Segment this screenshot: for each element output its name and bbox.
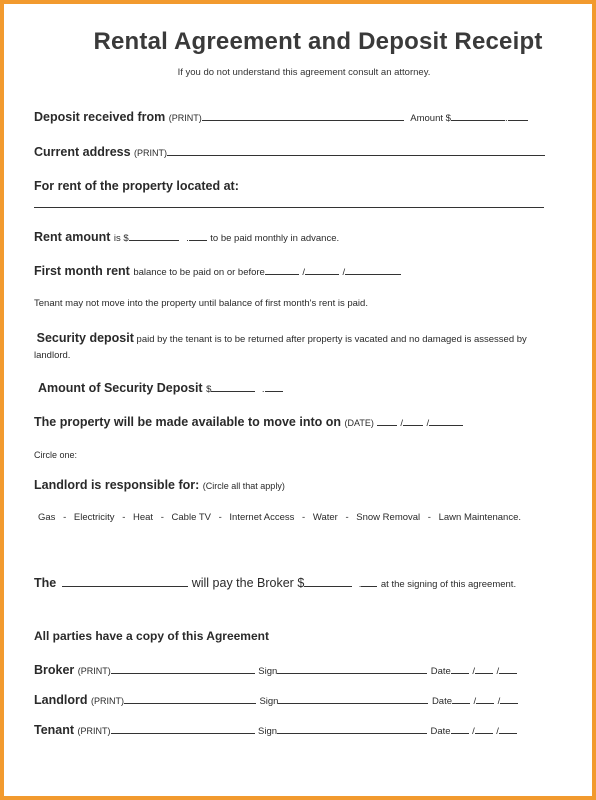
- property-location-row: [34, 179, 239, 193]
- landlord-date-mm-field[interactable]: [452, 693, 470, 704]
- utility-option[interactable]: Gas: [38, 512, 56, 523]
- signature-print-hint: (PRINT): [77, 726, 111, 736]
- first-month-label: First month rent: [34, 264, 130, 278]
- signature-role: Tenant: [34, 723, 75, 737]
- date-label: Date: [431, 696, 453, 707]
- date-slash: /: [496, 726, 499, 737]
- security-amount-label: Amount of Security Deposit: [38, 381, 203, 395]
- date-slash: /: [400, 418, 403, 429]
- date-slash: /: [497, 696, 501, 707]
- utility-option[interactable]: Lawn Maintenance.: [438, 512, 521, 523]
- availability-label: The property will be made available to move into on: [34, 415, 342, 429]
- signature-row-landlord: [34, 693, 518, 707]
- broker-fee-row: [34, 576, 516, 590]
- signature-row-tenant: [34, 723, 517, 737]
- signature-row-broker: [34, 663, 517, 677]
- broker-fee-separator: .: [358, 579, 362, 590]
- amount-separator: .: [504, 113, 508, 124]
- broker-fee-dollars-field[interactable]: [304, 576, 352, 587]
- signature-print-hint: (PRINT): [77, 666, 111, 676]
- security-separator: .: [261, 384, 265, 395]
- security-amount-row: [38, 381, 283, 395]
- landlord-responsible-label: Landlord is responsible for:: [34, 478, 200, 492]
- date-label: Date: [430, 726, 451, 737]
- signature-print-hint: (PRINT): [90, 696, 124, 706]
- document-title: Rental Agreement and Deposit Receipt: [93, 28, 543, 55]
- tenant-date-yy-field[interactable]: [499, 723, 517, 734]
- circle-one-label: Circle one:: [34, 450, 78, 460]
- first-month-yyyy-field[interactable]: [345, 264, 401, 275]
- utility-option[interactable]: Heat: [133, 512, 154, 523]
- date-slash: /: [342, 267, 346, 278]
- utility-option[interactable]: Water: [312, 512, 338, 523]
- tenant-name-field[interactable]: [111, 723, 255, 734]
- rent-amount-label: Rent amount: [34, 230, 111, 244]
- landlord-name-field[interactable]: [124, 693, 256, 704]
- move-in-note: Tenant may not move into the property until balance of first month's rent is paid.: [34, 298, 368, 309]
- date-slash: /: [472, 666, 475, 677]
- broker-sign-field[interactable]: [277, 663, 427, 674]
- copies-statement: All parties have a copy of this Agreement: [34, 629, 269, 643]
- signature-role: Landlord: [34, 693, 88, 707]
- tenant-date-dd-field[interactable]: [475, 723, 493, 734]
- utility-separator: -: [122, 512, 126, 523]
- broker-name-field[interactable]: [111, 663, 255, 674]
- deposit-received-row: [34, 110, 528, 124]
- landlord-sign-field[interactable]: [278, 693, 428, 704]
- availability-row: [34, 415, 463, 429]
- rent-dollar-sign: is $: [113, 233, 129, 244]
- broker-fee-the: The: [34, 576, 57, 590]
- deposit-label: Deposit received from: [34, 110, 166, 124]
- utility-option[interactable]: Cable TV: [171, 512, 211, 523]
- utility-separator: -: [160, 512, 164, 523]
- sign-label: Sign: [259, 696, 279, 707]
- amount-cents-field[interactable]: [508, 110, 528, 121]
- broker-fee-cents-field[interactable]: [361, 576, 377, 587]
- deposit-print-hint: (PRINT): [168, 113, 202, 123]
- first-month-text: balance to be paid on or before: [133, 267, 265, 278]
- circle-all-note: (Circle all that apply): [202, 481, 285, 491]
- security-cents-field[interactable]: [265, 381, 283, 392]
- availability-yyyy-field[interactable]: [429, 415, 463, 426]
- utility-option[interactable]: Electricity: [73, 512, 115, 523]
- current-address-row: [34, 145, 545, 159]
- rent-separator: .: [186, 233, 189, 244]
- property-location-label: For rent of the property located at:: [34, 179, 239, 193]
- date-slash: /: [496, 666, 500, 677]
- address-print-hint: (PRINT): [134, 148, 168, 158]
- broker-date-yy-field[interactable]: [499, 663, 517, 674]
- signature-role: Broker: [34, 663, 75, 677]
- landlord-responsible-row: [34, 478, 285, 492]
- rent-dollars-field[interactable]: [129, 230, 179, 241]
- first-month-dd-field[interactable]: [305, 264, 339, 275]
- broker-fee-terms: at the signing of this agreement.: [380, 579, 517, 590]
- first-month-row: [34, 264, 401, 278]
- date-slash: /: [302, 267, 305, 278]
- availability-mm-field[interactable]: [377, 415, 397, 426]
- utility-separator: -: [427, 512, 431, 523]
- current-address-field[interactable]: [167, 145, 545, 156]
- tenant-date-mm-field[interactable]: [451, 723, 469, 734]
- sign-label: Sign: [258, 666, 278, 677]
- utility-separator: -: [63, 512, 67, 523]
- broker-date-mm-field[interactable]: [451, 663, 469, 674]
- landlord-date-yy-field[interactable]: [500, 693, 518, 704]
- security-deposit-paragraph: [34, 330, 564, 364]
- security-dollar-sign: $: [206, 384, 212, 395]
- attorney-note: If you do not understand this agreement consult an attorney.: [177, 67, 431, 78]
- rent-amount-row: [34, 230, 339, 244]
- date-slash: /: [426, 418, 430, 429]
- tenant-sign-field[interactable]: [277, 723, 427, 734]
- date-label: Date: [430, 666, 451, 677]
- property-location-field[interactable]: [34, 207, 544, 208]
- landlord-date-dd-field[interactable]: [476, 693, 494, 704]
- security-deposit-label: Security deposit: [36, 331, 134, 345]
- amount-label: Amount $: [410, 113, 451, 124]
- current-address-label: Current address: [34, 145, 131, 159]
- sign-label: Sign: [258, 726, 278, 737]
- date-slash: /: [472, 726, 475, 737]
- utility-option[interactable]: Snow Removal: [356, 512, 421, 523]
- broker-fee-text: will pay the Broker $: [191, 576, 305, 590]
- availability-date-hint: (DATE): [344, 418, 374, 428]
- utility-separator: -: [302, 512, 306, 523]
- security-deposit-text: paid by the tenant is to be returned after property is vacated and no damaged is assessed by landlord.: [34, 334, 527, 361]
- rent-cents-field[interactable]: [189, 230, 207, 241]
- first-month-mm-field[interactable]: [265, 264, 299, 275]
- utilities-list: [38, 512, 521, 523]
- deposit-name-field[interactable]: [202, 110, 404, 121]
- utility-separator: -: [345, 512, 349, 523]
- broker-fee-payer-field[interactable]: [62, 576, 188, 587]
- utility-separator: -: [218, 512, 222, 523]
- date-slash: /: [473, 696, 477, 707]
- security-dollars-field[interactable]: [211, 381, 255, 392]
- amount-dollars-field[interactable]: [451, 110, 505, 121]
- rent-terms: to be paid monthly in advance.: [210, 233, 340, 244]
- availability-dd-field[interactable]: [403, 415, 423, 426]
- broker-date-dd-field[interactable]: [475, 663, 493, 674]
- utility-option[interactable]: Internet Access: [229, 512, 295, 523]
